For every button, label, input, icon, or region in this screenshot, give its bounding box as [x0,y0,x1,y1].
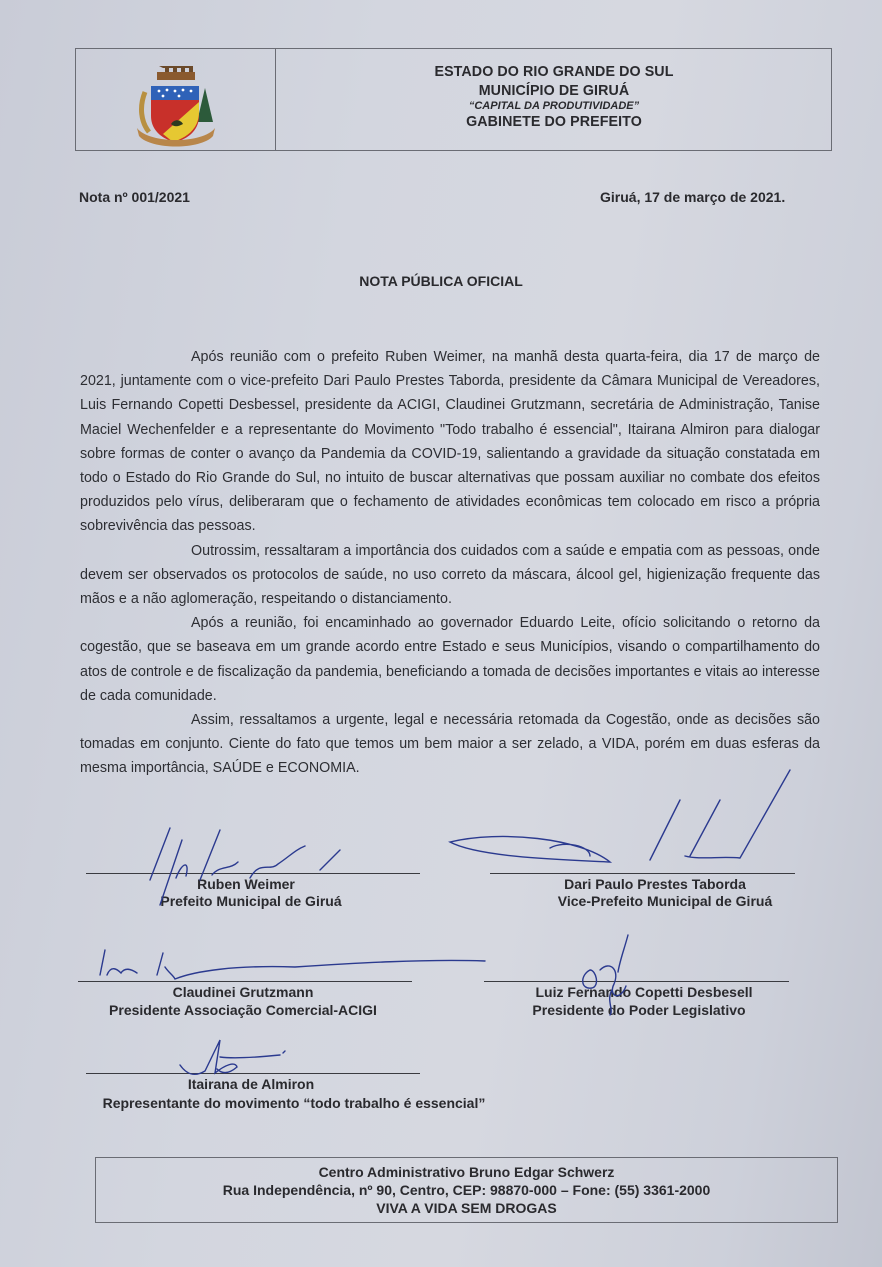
signatory-name: Luiz Fernando Copetti Desbesell [535,984,753,1000]
signatory-name: Dari Paulo Prestes Taborda [564,876,746,892]
handwritten-signature [120,820,380,910]
footer-building: Centro Administrativo Bruno Edgar Schwerz [318,1164,615,1180]
handwritten-signature [440,760,810,875]
signatory-name: Claudinei Grutzmann [172,984,314,1000]
signatory-name: Itairana de Almiron [187,1076,315,1092]
handwritten-signature [175,1035,295,1095]
signatory-role: Presidente do Poder Legislativo [532,1002,746,1018]
signatory-role: Representante do movimento “todo trabalho é essencial” [102,1095,486,1111]
letterhead-text [276,62,832,131]
municipality-name: MUNICÍPIO DE GIRUÁ [478,82,630,99]
paragraph: Outrossim, ressaltaram a importância dos cuidados com a saúde e empatia com as pessoas, onde devem ser observados os protocolos de saúde, no uso correto da máscara, álcool gel, higienização frequente das mãos e a não aglomeração, respeitando o distanciamento. [80,542,820,608]
document-body [80,345,820,781]
handwritten-signature [95,945,495,990]
signatory-role: Prefeito Municipal de Giruá [160,893,342,909]
paragraph: Assim, ressaltamos a urgente, legal e necessária retomada da Cogestão, onde as decisões são tomadas em conjunto. Ciente do fato que temos um bem maior a ser zelado, a VIDA, porém em duas esferas da mesma importância, SAÚDE e ECONOMIA. [80,712,820,777]
document-title: NOTA PÚBLICA OFICIAL [359,273,523,289]
place-date: Giruá, 17 de março de 2021. [600,189,786,205]
signatory-role: Vice-Prefeito Municipal de Giruá [557,893,773,909]
paragraph: Após reunião com o prefeito Ruben Weimer, na manhã desta quarta-feira, dia 17 de março de 2021, juntamente com o vice-prefeito Dari Paulo Prestes Taborda, presidente da Câmara Municipal de Vereadores, Luis Fernando Copetti Desbessel, presidente da ACIGI, Claudinei Grutzmann, secretária de Administração, Tanise Maciel Wechenfelder e a representante do Movimento "Todo trabalho é essencial", Itairana Almiron para dialogar sobre formas de conter o avanço da Pandemia da COVID-19, salientando a gravidade da situação constatada em todo o Estado do Rio Grande do Sul, no intuito de buscar alternativas que possam auxiliar no combate dos efeitos produzidos pelo vírus, deliberaram que o fechamento de atividades econômicas tem colocado em risco a própria sobrevivência das pessoas. [80,349,820,535]
paragraph: Após a reunião, foi encaminhado ao governador Eduardo Leite, ofício solicitando o retorno da cogestão, que se baseava em um grande acordo entre Estado e seus Municípios, visando o compartilhamento do atos de controle e de fiscalização da pandemia, beneficiando a tomada de decisões importantes e vitais ao interesse de cada comunidade. [80,615,820,704]
handwritten-signature [570,930,650,1020]
signatory-role: Presidente Associação Comercial-ACIGI [109,1002,377,1018]
footer-address-box [95,1157,838,1223]
coat-of-arms-icon [133,62,219,152]
footer-motto: VIVA A VIDA SEM DROGAS [376,1200,557,1216]
note-number: Nota nº 001/2021 [79,189,190,205]
footer-address: Rua Independência, nº 90, Centro, CEP: 98870-000 – Fone: (55) 3361-2000 [222,1182,711,1198]
municipality-slogan: “CAPITAL DA PRODUTIVIDADE” [468,100,640,112]
signatory-name: Ruben Weimer [197,876,295,892]
office-name: GABINETE DO PREFEITO [466,113,642,130]
state-name: ESTADO DO RIO GRANDE DO SUL [434,63,674,80]
